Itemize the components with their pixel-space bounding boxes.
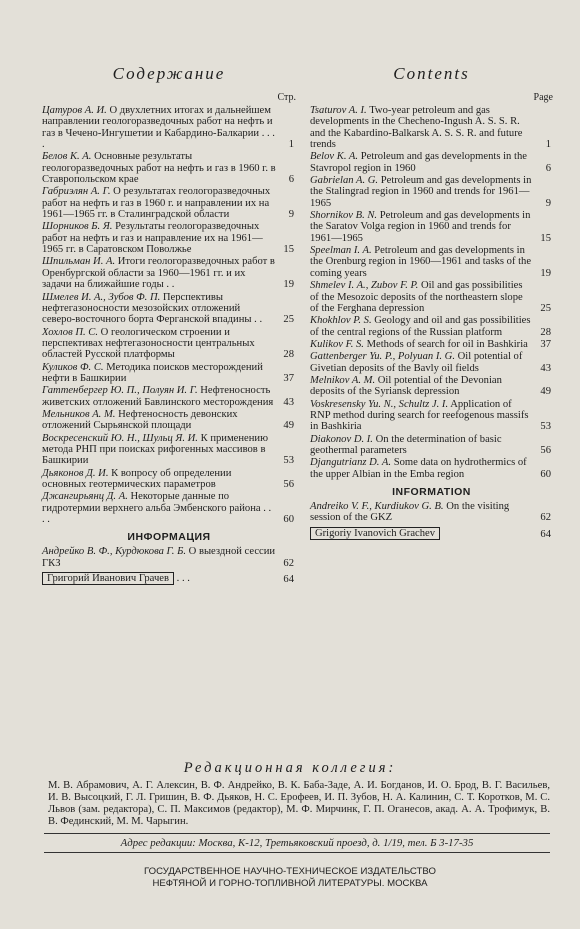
publisher-line: ГОСУДАРСТВЕННОЕ НАУЧНО-ТЕХНИЧЕСКОЕ ИЗДАТЕЛЬСТВО (144, 866, 436, 877)
toc-entry (310, 434, 553, 457)
info-heading-english: INFORMATION (392, 486, 471, 498)
toc-title-russian: Содержание (112, 64, 226, 83)
entry-title: Нефтеносность живетских отложений Бавлинского месторождения (42, 385, 274, 408)
toc-entry (310, 339, 553, 350)
entry-author: Tsaturov A. I. (310, 105, 367, 116)
entry-title: Результаты геологоразведочных работ на нефть и газ и направление их на 1961—1965 гг. в Саратовском Поволжье (42, 221, 263, 256)
toc-entry (310, 457, 553, 480)
entry-page: 9 (545, 197, 551, 209)
entry-author: Шмелев И. А., Зубов Ф. П. (42, 291, 161, 303)
entry-title: On the determination of basic geothermal parameters (310, 433, 502, 456)
editorial-board-title: Редакционная коллегия: (183, 760, 397, 776)
info-entries-english (310, 501, 553, 524)
entry-title: Petroleum and gas developments in the Stalingrad region in 1960 and trends for 1961—1965 (310, 175, 532, 209)
entry-page: 64 (540, 528, 551, 540)
toc-entry (42, 327, 296, 361)
toc-title-english: Contents (393, 64, 470, 83)
entry-page: 19 (283, 279, 294, 291)
entry-page: 6 (545, 162, 551, 174)
entry-author: Андрейко В. Ф., Курдюкова Г. Б. (42, 546, 186, 558)
entry-page: 62 (540, 512, 551, 524)
toc-entry (42, 151, 296, 185)
entry-title: О двухлетних итогах и дальнейшем направлении геологоразведочных работ на нефть и газ в Чечено-Ингушетии и Кабардино-Балкарии . . . . (42, 105, 275, 151)
entry-title: К применению метода РНП при поисках рифогенных массивов в Башкирии (42, 432, 268, 467)
entry-page: 49 (540, 386, 551, 398)
entry-page: 28 (540, 326, 551, 338)
entry-author: Speelman I. A. (310, 245, 372, 257)
entry-author: Belov K. A. (310, 151, 359, 163)
entry-title: Итоги геологоразведочных работ в Оренбургской области за 1960—1961 гг. и их задачи на ближайшие годы . . (42, 256, 275, 291)
entry-title: Некоторые данные по гидротермии верхнего альба Эмбенского района . . . . (42, 491, 272, 526)
toc-entry (42, 105, 296, 150)
entry-page: 53 (283, 455, 294, 467)
entry-title: Two-year petroleum and gas developments in the Checheno-Ingush A. S. S. R. and the Kabardino-Balkarsk A. S. S. R. and future trends (310, 105, 523, 151)
obituary-entry-russian (42, 570, 296, 585)
entry-page: 25 (283, 314, 294, 326)
entry-author: Дьяконов Д. И. (42, 467, 109, 479)
entry-author: Djangutrianz D. A. (310, 457, 392, 469)
entry-title: Methods of search for oil in Bashkiria (366, 338, 528, 350)
entry-author: Куликов Ф. С. (42, 361, 104, 373)
toc-entry (310, 175, 553, 209)
toc-entries-russian (42, 105, 296, 525)
entry-page: 19 (540, 267, 551, 279)
entry-title: Перспективы нефтегазоносности мезозойских отложений северо-восточного борта Ферганской впадины . . (42, 291, 263, 326)
entry-title: Основные результаты геологоразведочных работ на нефть и газ в 1960 г. в Ставропольском крае (42, 151, 276, 186)
entry-author: Мельников А. М. (42, 408, 116, 420)
entry-author: Shornikov B. N. (310, 210, 378, 222)
entry-page: 37 (540, 338, 551, 350)
entry-page: 43 (283, 396, 294, 408)
entry-page: 64 (283, 574, 294, 586)
entry-page: 28 (283, 349, 294, 361)
toc-entry (310, 245, 553, 279)
entry-page: 9 (288, 209, 294, 221)
entry-author: Шорников Б. Я. (42, 221, 113, 233)
publisher-block (0, 866, 580, 889)
entry-author: Khokhlov P. S. (310, 315, 372, 327)
toc-entry (42, 491, 296, 525)
entry-title: Application of RNP method during search for reefogenous massifs in Bashkiria (310, 398, 529, 433)
entry-page: 49 (283, 420, 294, 432)
info-heading-russian: ИНФОРМАЦИЯ (127, 531, 211, 544)
info-entries-russian (42, 546, 296, 569)
entry-title: Petroleum and gas developments in the Saratov Volga region in 1960 and trends for 1961—1965 (310, 210, 531, 244)
leader-dots: . . . (176, 573, 190, 585)
entry-author: Джангирьянц Д. А. (42, 491, 128, 503)
toc-entry (42, 546, 296, 569)
page-column-label: Page (533, 92, 553, 103)
entry-author: Voskresensky Yu. N., Schultz J. I. (310, 398, 449, 410)
editorial-board-members: М. В. Абрамович, А. Г. Алексин, В. Ф. Андрейко, В. К. Баба-Заде, А. И. Богданов, И. О. Брод, В. Г. Васильев, И. В. Высоцкий, Г. Л. Гришин, В. Ф. Дьяков, Н. С. Ерофеев, И. П. Зубов, Н. А. Калинин, С. Т. Коротков, М. С. Львов (зам. редактора), С. П. Максимов (редактор), М. Ф. Мирчинк, Г. П. Оганесов, акад. А. А. Трофимук, В. В. Фединский, М. М. Чарыгин. (48, 780, 550, 827)
toc-russian (42, 64, 296, 586)
toc-entry (310, 151, 553, 174)
entry-title: Geology and oil and gas possibilities of the central regions of the Russian platform (310, 315, 531, 338)
entry-page: 56 (540, 444, 551, 456)
entry-title: Some data on hydrothermics of the upper Albian in the Emba region (310, 457, 527, 480)
entry-author: Белов К. А. (42, 151, 92, 163)
toc-english (310, 64, 553, 541)
toc-entry (310, 501, 553, 524)
toc-entry (310, 315, 553, 338)
entry-author: Цатуров А. И. (42, 105, 107, 116)
publisher-line: НЕФТЯНОЙ И ГОРНО-ТОПЛИВНОЙ ЛИТЕРАТУРЫ. МОСКВА (152, 877, 428, 889)
entry-title: К вопросу об определении основных геотермических параметров (42, 467, 232, 490)
toc-entry (310, 105, 553, 150)
entry-title: Нефтеносность девонских отложений Сырьянской площади (42, 408, 238, 432)
entry-page: 53 (540, 421, 551, 433)
entry-author: Melnikov A. M. (310, 374, 376, 386)
obituary-box: Григорий Иванович Грачев (42, 572, 174, 585)
entry-author: Воскресенский Ю. Н., Шульц Я. И. (42, 432, 198, 444)
page-column-label: Стр. (277, 92, 296, 103)
entry-title: Oil potential of the Devonian deposits of the Syriansk depression (310, 374, 502, 398)
toc-entry (42, 362, 296, 385)
entry-author: Andreiko V. F., Kurdiukov G. B. (310, 501, 444, 512)
entry-author: Гаттенбергер Ю. П., Полуян И. Г. (42, 385, 198, 397)
entry-title: Oil and gas possibilities of the Mesozoic deposits of the northeastern slope of the Ferghana depression (310, 280, 523, 314)
toc-entry (42, 468, 296, 491)
editorial-address: Адрес редакции: Москва, К-12, Третьяковский проезд, д. 1/19, тел. Б 3-17-35 (44, 833, 550, 853)
entry-page: 37 (283, 372, 294, 384)
entry-title: О геологическом строении и перспективах нефтегазоносности центральных областей Русской платформы (42, 326, 255, 361)
entry-page: 15 (540, 232, 551, 244)
entry-title: Petroleum and gas developments in the Stavropol region in 1960 (310, 151, 527, 174)
entry-page: 1 (545, 139, 551, 151)
toc-entry (42, 385, 296, 408)
toc-entries-english (310, 105, 553, 480)
entry-page: 60 (283, 514, 294, 526)
entry-page: 56 (283, 479, 294, 490)
entry-author: Хохлов П. С. (42, 326, 98, 338)
toc-entry (310, 399, 553, 433)
entry-page: 25 (540, 302, 551, 314)
entry-title: Petroleum and gas developments in the Orenburg region in 1960—1961 and tasks of the coming years (310, 245, 532, 279)
toc-entry (310, 210, 553, 244)
toc-entry (42, 221, 296, 255)
entry-author: Shmelev I. A., Zubov F. P. (310, 280, 419, 292)
toc-entry (310, 375, 553, 398)
entry-page: 43 (540, 362, 551, 374)
entry-title: Oil potential of Givetian deposits of the Bavly oil fields (310, 351, 523, 374)
entry-author: Diakonov D. I. (310, 433, 373, 445)
toc-entry (42, 292, 296, 326)
entry-title: О выездной сессии ГКЗ (42, 546, 276, 569)
toc-entry (42, 186, 296, 220)
entry-page: 62 (283, 557, 294, 569)
entry-title: О результатах геологоразведочных работ на нефть и газ в 1960 г. и направлении их на 1961—1965 гг. в Сталинградской области (42, 186, 271, 221)
entry-author: Габриэлян А. Г. (42, 186, 111, 198)
entry-page: 60 (540, 468, 551, 480)
entry-page: 15 (283, 244, 294, 256)
entry-author: Шпильман И. А. (42, 256, 116, 268)
toc-entry (42, 409, 296, 432)
entry-page: 1 (288, 139, 294, 151)
toc-entry (42, 433, 296, 467)
toc-entry (310, 280, 553, 314)
entry-author: Gattenberger Yu. P., Polyuan I. G. (310, 351, 455, 363)
toc-entry (310, 351, 553, 374)
toc-entry (42, 256, 296, 290)
entry-title: Методика поисков месторождений нефти в Башкирии (42, 361, 263, 384)
obituary-box: Grigoriy Ivanovich Grachev (310, 527, 440, 540)
entry-author: Kulikov F. S. (310, 338, 364, 350)
entry-author: Gabrielan A. G. (310, 175, 379, 187)
entry-page: 6 (288, 174, 294, 186)
obituary-entry-english (310, 525, 553, 540)
entry-title: On the visiting session of the GKZ (310, 501, 510, 524)
